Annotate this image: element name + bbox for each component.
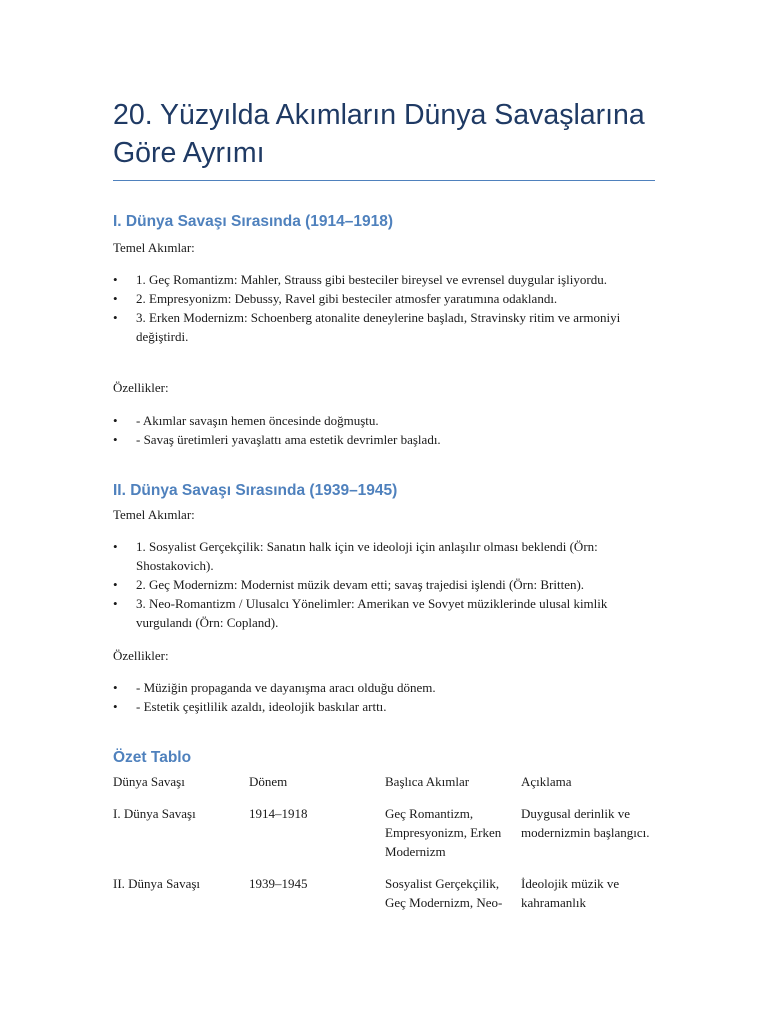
bullet-icon: •: [113, 577, 118, 592]
bullet-icon: •: [113, 680, 118, 695]
list-item: • 2. Empresyonizm: Debussy, Ravel gibi besteciler atmosfer yaratımına odaklandı.: [113, 291, 558, 306]
table-row: [113, 874, 657, 925]
section1-movements-list: [113, 270, 643, 346]
document-title: 20. Yüzyılda Akımların Dünya Savaşlarına Göre Ayrımı: [113, 99, 645, 169]
table-cell: İdeolojik müzik ve kahramanlık: [521, 876, 620, 910]
summary-heading: Özet Tablo: [113, 749, 192, 766]
bullet-icon: •: [113, 310, 118, 325]
list-item: • 1. Geç Romantizm: Mahler, Strauss gibi besteciler bireysel ve evrensel duygular işliyordu.: [113, 272, 607, 287]
bullet-icon: •: [113, 413, 118, 428]
section1-heading: I. Dünya Savaşı Sırasında (1914–1918): [113, 213, 394, 230]
summary-table: [113, 772, 657, 925]
section2-features-list: [113, 678, 643, 716]
table-cell: 1939–1945: [249, 876, 308, 891]
section1-movements-label: Temel Akımlar:: [113, 240, 195, 255]
bullet-icon: •: [113, 596, 118, 611]
title-divider: [113, 180, 655, 181]
bullet-icon: •: [113, 272, 118, 287]
list-item: • - Akımlar savaşın hemen öncesinde doğmuştu.: [113, 413, 379, 428]
column-header-period: Dönem: [249, 774, 288, 789]
section1-features-label: Özellikler:: [113, 380, 169, 395]
list-item: • - Estetik çeşitlilik azaldı, ideolojik baskılar arttı.: [113, 699, 387, 714]
list-item: • 3. Neo-Romantizm / Ulusalcı Yönelimler: Amerikan ve Sovyet müziklerinde ulusal kimlik vurgulandı (Örn: Copland).: [113, 596, 608, 630]
table-cell: Duygusal derinlik ve modernizmin başlangıcı.: [521, 806, 650, 840]
section1-features-list: [113, 411, 643, 449]
column-header-description: Açıklama: [521, 774, 572, 789]
table-cell: 1914–1918: [249, 806, 308, 821]
table-header-row: [113, 772, 657, 804]
list-item: • 2. Geç Modernizm: Modernist müzik devam etti; savaş trajedisi işlendi (Örn: Britten).: [113, 577, 585, 592]
bullet-icon: •: [113, 539, 118, 554]
table-cell: Geç Romantizm, Empresyonizm, Erken Modernizm: [385, 806, 502, 859]
table-cell: Sosyalist Gerçekçilik, Geç Modernizm, Neo-: [385, 876, 503, 910]
list-item: • 1. Sosyalist Gerçekçilik: Sanatın halk için ve ideoloji için anlaşılır olması beklendi (Örn: Shostakovich).: [113, 539, 598, 573]
column-header-war: Dünya Savaşı: [113, 774, 185, 789]
bullet-icon: •: [113, 699, 118, 714]
bullet-icon: •: [113, 291, 118, 306]
section2-movements-list: [113, 537, 643, 632]
list-item: • 3. Erken Modernizm: Schoenberg atonalite deneylerine başladı, Stravinsky ritim ve armoniyi değiştirdi.: [113, 310, 621, 344]
table-cell: I. Dünya Savaşı: [113, 806, 196, 821]
table-row: [113, 804, 657, 874]
bullet-icon: •: [113, 432, 118, 447]
section2-features-label: Özellikler:: [113, 648, 169, 663]
column-header-movements: Başlıca Akımlar: [385, 774, 470, 789]
section2-movements-label: Temel Akımlar:: [113, 507, 195, 522]
list-item: • - Müziğin propaganda ve dayanışma aracı olduğu dönem.: [113, 680, 436, 695]
table-cell: II. Dünya Savaşı: [113, 876, 201, 891]
section2-heading: II. Dünya Savaşı Sırasında (1939–1945): [113, 482, 398, 499]
list-item: • - Savaş üretimleri yavaşlattı ama estetik devrimler başladı.: [113, 432, 441, 447]
